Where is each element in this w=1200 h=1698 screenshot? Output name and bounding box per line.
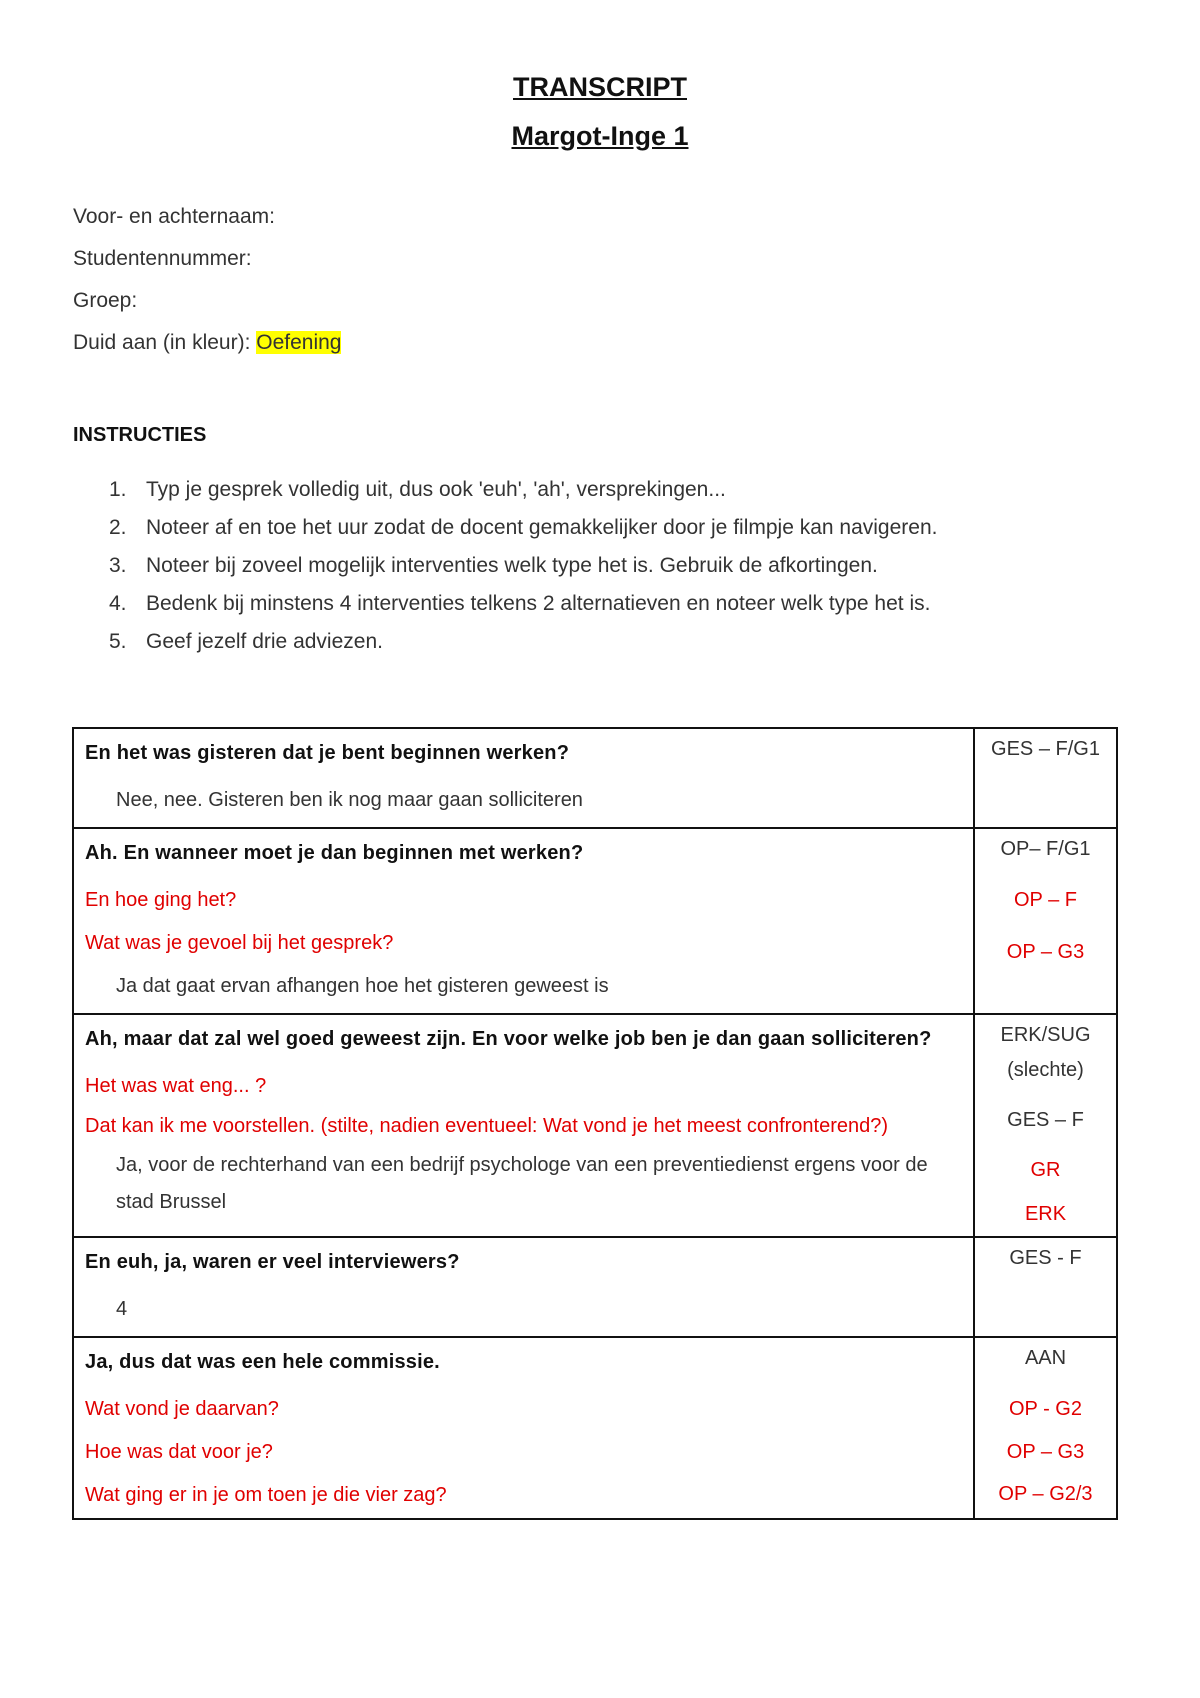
code-cell [974, 1237, 1117, 1337]
alternative-text: Wat ging er in je om toen je die vier zag? [85, 1484, 447, 1506]
transcript-row [73, 1014, 1117, 1237]
alternative-text: Wat was je gevoel bij het gesprek? [85, 932, 394, 954]
transcript-row [73, 728, 1117, 828]
transcript-cell [73, 1014, 974, 1237]
code-cell [974, 828, 1117, 1014]
question-text: En het was gisteren dat je bent beginnen werken? [85, 742, 570, 764]
instructions-heading: INSTRUCTIES [73, 424, 207, 446]
intervention-code-note: (slechte) [1007, 1059, 1084, 1081]
transcript-cell [73, 1337, 974, 1519]
instruction-number: 5. [109, 630, 127, 653]
intervention-code: AAN [1024, 1347, 1067, 1369]
instruction-text: Geef jezelf drie adviezen. [146, 630, 383, 653]
instruction-number: 4. [109, 592, 127, 615]
transcript-row [73, 1237, 1117, 1337]
question-text: Ah, maar dat zal wel goed geweest zijn. En voor welke job ben je dan gaan solliciteren? [85, 1028, 932, 1050]
question-text: Ja, dus dat was een hele commissie. [85, 1351, 440, 1373]
instruction-item [73, 516, 937, 554]
instruction-number: 2. [109, 516, 127, 539]
document-title: TRANSCRIPT [513, 72, 687, 102]
answer-text: Nee, nee. Gisteren ben ik nog maar gaan solliciteren [116, 789, 583, 811]
instruction-item [73, 554, 937, 592]
alternative-text: Wat vond je daarvan? [85, 1398, 279, 1420]
alternative-text: Hoe was dat voor je? [85, 1441, 273, 1463]
alternative-code: OP - G2 [1009, 1398, 1082, 1420]
instruction-text: Bedenk bij minstens 4 interventies telkens 2 alternatieven en noteer welk type het is. [146, 592, 931, 615]
question-text: En euh, ja, waren er veel interviewers? [85, 1251, 460, 1273]
instructions-list [73, 478, 937, 668]
alternative-text: En hoe ging het? [85, 889, 237, 911]
alternative-code: OP – G2/3 [998, 1483, 1093, 1505]
indicate-highlight-value: Oefening [256, 331, 342, 354]
code-cell [974, 1337, 1117, 1519]
instruction-text: Noteer af en toe het uur zodat de docent gemakkelijker door je filmpje kan navigeren. [146, 516, 938, 539]
transcript-table [72, 727, 1118, 1520]
transcript-row [73, 828, 1117, 1014]
intervention-code: GES – F/G1 [991, 738, 1100, 760]
intervention-code: GES – F [1007, 1109, 1084, 1131]
question-text: Ah. En wanneer moet je dan beginnen met werken? [85, 842, 584, 864]
answer-text: 4 [116, 1298, 128, 1320]
instruction-text: Typ je gesprek volledig uit, dus ook 'euh', 'ah', versprekingen... [146, 478, 726, 501]
instruction-item [73, 478, 937, 516]
intervention-code: ERK/SUG [1000, 1024, 1091, 1046]
transcript-row [73, 1337, 1117, 1519]
indicate-label: Duid aan (in kleur): [73, 331, 257, 354]
instruction-item [73, 592, 937, 630]
code-cell [974, 728, 1117, 828]
alternative-code: OP – F [1014, 889, 1077, 911]
transcript-cell [73, 828, 974, 1014]
instruction-text: Noteer bij zoveel mogelijk interventies welk type het is. Gebruik de afkortingen. [146, 554, 878, 577]
intervention-code: GES - F [1009, 1247, 1082, 1269]
alternative-text: Het was wat eng... ? [85, 1075, 267, 1097]
document-subtitle: Margot-Inge 1 [511, 121, 689, 151]
group-label: Groep: [73, 289, 138, 312]
name-label: Voor- en achternaam: [73, 205, 275, 228]
alternative-code: ERK [1024, 1203, 1067, 1225]
transcript-cell [73, 1237, 974, 1337]
student-number-label: Studentennummer: [73, 247, 252, 270]
instruction-number: 1. [109, 478, 127, 501]
answer-text: Ja dat gaat ervan afhangen hoe het gisteren geweest is [116, 975, 609, 997]
alternative-code: OP – G3 [1006, 941, 1085, 963]
answer-text: Ja, voor de rechterhand van een bedrijf psychologe van een preventiedienst ergens voor de stad Brussel [116, 1154, 928, 1213]
transcript-cell [73, 728, 974, 828]
alternative-code: OP – G3 [1006, 1441, 1085, 1463]
instruction-number: 3. [109, 554, 127, 577]
instruction-item [73, 630, 937, 668]
code-cell [974, 1014, 1117, 1237]
indicate-field [73, 331, 341, 355]
alternative-text: Dat kan ik me voorstellen. (stilte, nadien eventueel: Wat vond je het meest confronterend?) [85, 1115, 889, 1137]
intervention-code: OP– F/G1 [1000, 838, 1091, 860]
alternative-code: GR [1030, 1159, 1061, 1181]
